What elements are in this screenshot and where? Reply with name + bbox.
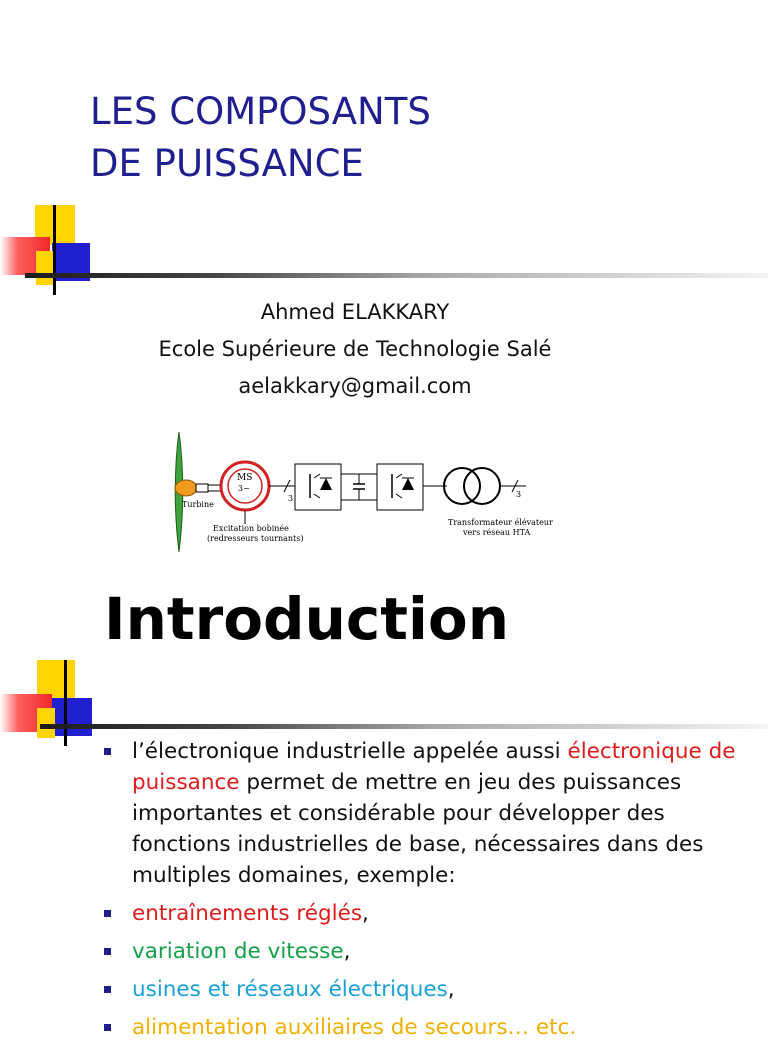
author-block — [0, 294, 710, 405]
intro-text-1: l’électronique industrielle appelée aussi — [132, 739, 568, 764]
item-suffix: , — [343, 939, 351, 964]
item-text: alimentation auxiliaires de secours… etc. — [132, 1015, 577, 1040]
intro-text-2: permet de mettre en jeu des puissances importantes et considérable pour développer des fonctions industrielles de base, nécessaires dans des multiples domaines, exemple: — [132, 770, 704, 888]
machine-label: MS — [237, 473, 253, 483]
transformer-icon — [444, 468, 500, 504]
school-name: Ecole Supérieure de Technologie Salé — [158, 337, 552, 361]
excitation-label: Excitation bobinée — [213, 524, 289, 533]
list-item — [104, 974, 754, 1005]
title-line-2: DE PUISSANCE — [90, 142, 364, 185]
title-divider — [25, 273, 768, 278]
bullet-list — [104, 736, 754, 1050]
author-email: aelakkary@gmail.com — [238, 374, 472, 398]
item-suffix: , — [362, 901, 369, 926]
phase-count-out: 3 — [516, 490, 522, 499]
list-item — [104, 1012, 754, 1043]
transformer-label: Transformateur élévateur — [448, 518, 553, 527]
introduction-slide — [0, 560, 768, 1040]
excitation-sub-label: (redresseurs tournants) — [207, 534, 304, 543]
phase-count-in: 3 — [288, 494, 294, 503]
slide-title — [90, 86, 431, 190]
item-suffix: , — [447, 977, 455, 1002]
item-text: variation de vitesse — [132, 939, 344, 964]
inverter-icon — [377, 464, 423, 510]
author-name: Ahmed ELAKKARY — [260, 300, 450, 324]
rectifier-icon — [295, 464, 341, 510]
list-item — [104, 736, 754, 891]
slide-title: Introduction — [104, 585, 509, 653]
bullet-square-icon — [104, 986, 111, 993]
item-text: entraînements réglés — [132, 901, 363, 926]
bullet-square-icon — [104, 1024, 111, 1031]
title-line-1: LES COMPOSANTS — [90, 90, 431, 133]
bullet-square-icon — [104, 910, 111, 917]
machine-phase-label: 3~ — [238, 484, 250, 493]
item-text: usines et réseaux électriques — [132, 977, 448, 1002]
bullet-square-icon — [104, 948, 111, 955]
transformer-sub-label: vers réseau HTA — [463, 528, 531, 537]
title-divider — [40, 724, 768, 729]
turbine-blade-icon — [175, 432, 197, 552]
decorative-squares — [0, 205, 768, 295]
intro-highlight: électronique de puissance — [132, 739, 736, 795]
wind-turbine-diagram — [160, 428, 553, 558]
turbine-label: Turbine — [182, 500, 214, 509]
list-item — [104, 898, 754, 929]
list-item — [104, 936, 754, 967]
bullet-square-icon — [104, 748, 111, 755]
